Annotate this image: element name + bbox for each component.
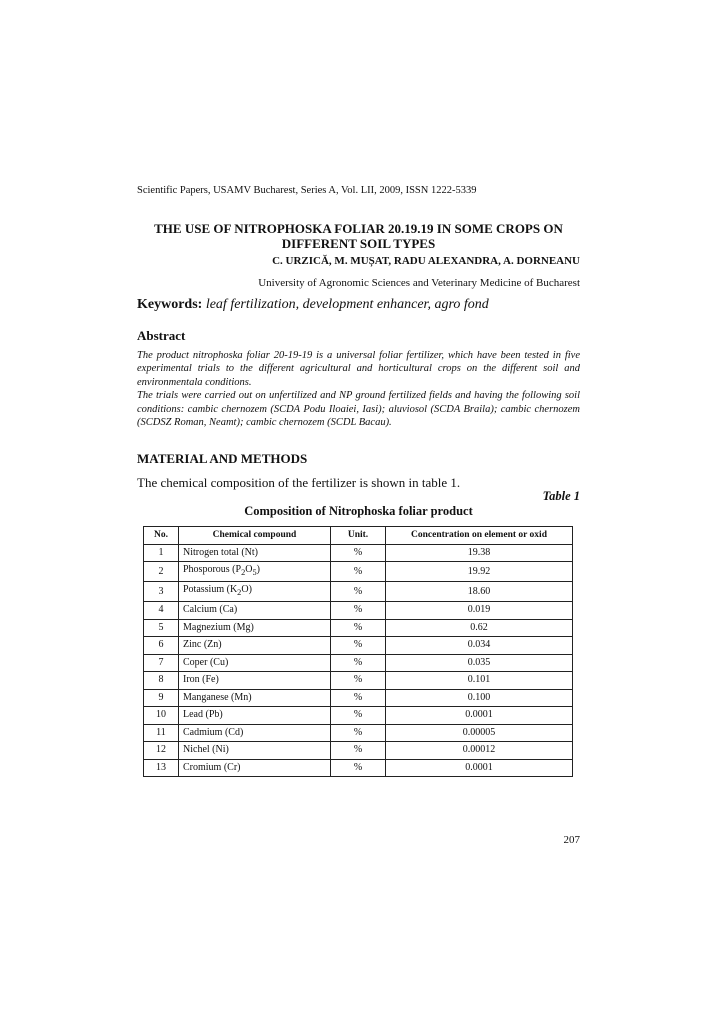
- table-row: [144, 544, 573, 562]
- cell-concentration: 0.034: [386, 637, 573, 655]
- cell-compound: [179, 637, 331, 655]
- cell-concentration: 0.00005: [386, 724, 573, 742]
- cell-unit: %: [331, 707, 386, 725]
- cell-concentration: 0.035: [386, 654, 573, 672]
- cell-unit: %: [331, 637, 386, 655]
- table-caption: Composition of Nitrophoska foliar product: [244, 504, 473, 518]
- cell-concentration: 0.0001: [386, 707, 573, 725]
- cell-compound: [179, 742, 331, 760]
- cell-unit: %: [331, 602, 386, 620]
- header-unit: Unit.: [331, 527, 386, 545]
- compound-text: Nitrogen total (Nt): [183, 546, 258, 558]
- cell-no: 12: [144, 742, 179, 760]
- table-row: [144, 724, 573, 742]
- intro-sentence: The chemical composition of the fertilizer is shown in table 1.: [137, 475, 461, 490]
- cell-concentration: 0.62: [386, 619, 573, 637]
- authors: C. URZICĂ, M. MUȘAT, RADU ALEXANDRA, A. DORNEANU: [272, 255, 580, 267]
- cell-unit: %: [331, 724, 386, 742]
- cell-concentration: 0.00012: [386, 742, 573, 760]
- subscript: 2: [237, 588, 242, 597]
- table-row: [144, 562, 573, 582]
- cell-no: 4: [144, 602, 179, 620]
- cell-concentration: 0.100: [386, 689, 573, 707]
- cell-no: 10: [144, 707, 179, 725]
- table-row: [144, 619, 573, 637]
- compound-text: ): [256, 564, 260, 575]
- cell-compound: [179, 562, 331, 582]
- table-row: [144, 707, 573, 725]
- compound-text: O: [245, 564, 253, 575]
- cell-no: 13: [144, 759, 179, 777]
- cell-unit: %: [331, 654, 386, 672]
- keywords-label: Keywords:: [137, 297, 203, 312]
- compound-text: Cromium (Cr): [183, 761, 241, 773]
- compound-text: Coper (Cu): [183, 656, 229, 668]
- cell-concentration: 0.101: [386, 672, 573, 690]
- cell-compound: [179, 724, 331, 742]
- cell-unit: %: [331, 619, 386, 637]
- table-row: [144, 637, 573, 655]
- cell-compound: [179, 689, 331, 707]
- subscript: 5: [252, 568, 257, 577]
- compound-text: Zinc (Zn): [183, 639, 222, 651]
- cell-compound: [179, 582, 331, 602]
- cell-compound: [179, 619, 331, 637]
- cell-unit: %: [331, 582, 386, 602]
- compound-text: Calcium (Ca): [183, 604, 238, 616]
- compound-text: Magnezium (Mg): [183, 621, 254, 633]
- cell-unit: %: [331, 562, 386, 582]
- header-no: No.: [144, 527, 179, 545]
- cell-concentration: 19.38: [386, 544, 573, 562]
- cell-unit: %: [331, 689, 386, 707]
- table-label: Table 1: [542, 489, 580, 503]
- table-row: [144, 672, 573, 690]
- table-header-row: [144, 527, 573, 545]
- header-concentration: Concentration on element or oxid: [386, 527, 573, 545]
- cell-unit: %: [331, 672, 386, 690]
- journal-header: Scientific Papers, USAMV Bucharest, Series A, Vol. LII, 2009, ISSN 1222-5339: [137, 185, 477, 196]
- cell-no: 6: [144, 637, 179, 655]
- cell-compound: [179, 672, 331, 690]
- cell-compound: [179, 654, 331, 672]
- abstract-paragraph-1: The product nitrophoska foliar 20-19-19 is a universal foliar fertilizer, which have been tested in five experimental trials to the different agricultural and horticultural crops on the different soil and environmentala conditions.: [137, 350, 580, 388]
- cell-no: 9: [144, 689, 179, 707]
- compound-text: Nichel (Ni): [183, 744, 229, 756]
- cell-no: 3: [144, 582, 179, 602]
- table-row: [144, 742, 573, 760]
- cell-concentration: 0.0001: [386, 759, 573, 777]
- cell-no: 1: [144, 544, 179, 562]
- table-row: [144, 689, 573, 707]
- table-row: [144, 759, 573, 777]
- table-row: [144, 602, 573, 620]
- abstract-heading: Abstract: [137, 328, 186, 343]
- compound-text: Cadmium (Cd): [183, 726, 244, 738]
- cell-concentration: 18.60: [386, 582, 573, 602]
- header-compound: Chemical compound: [179, 527, 331, 545]
- cell-unit: %: [331, 759, 386, 777]
- affiliation: University of Agronomic Sciences and Veterinary Medicine of Bucharest: [258, 277, 580, 289]
- compound-text: Manganese (Mn): [183, 691, 252, 703]
- keywords-text: leaf fertilization, development enhancer, agro fond: [205, 297, 489, 312]
- cell-compound: [179, 759, 331, 777]
- paper-title: [137, 221, 580, 251]
- cell-no: 5: [144, 619, 179, 637]
- compound-text: Phosporous (P: [183, 564, 242, 575]
- section-heading: MATERIAL AND METHODS: [137, 451, 308, 466]
- keywords: [137, 297, 489, 313]
- table-row: [144, 582, 573, 602]
- cell-compound: [179, 707, 331, 725]
- abstract-body: [137, 349, 580, 429]
- table-row: [144, 654, 573, 672]
- cell-concentration: 19.92: [386, 562, 573, 582]
- page-number: 207: [563, 834, 580, 846]
- abstract-paragraph-2: The trials were carried out on unfertilized and NP ground fertilized fields and having the following soil conditions: cambic chernozem (SCDA Podu Iloaiei, Iasi); aluviosol (SCDA Braila); cambic chernozem (SCDSZ Roman, Neamt); cambic chernozem (SCDL Bacau).: [137, 390, 580, 429]
- compound-text: Potassium (K: [183, 584, 238, 595]
- composition-table: [143, 526, 573, 777]
- cell-unit: %: [331, 544, 386, 562]
- cell-no: 7: [144, 654, 179, 672]
- cell-no: 2: [144, 562, 179, 582]
- cell-no: 8: [144, 672, 179, 690]
- compound-text: Iron (Fe): [183, 674, 219, 686]
- cell-concentration: 0.019: [386, 602, 573, 620]
- title-line-2: DIFFERENT SOIL TYPES: [281, 236, 436, 251]
- cell-no: 11: [144, 724, 179, 742]
- cell-unit: %: [331, 742, 386, 760]
- subscript: 2: [241, 568, 246, 577]
- title-line-1: THE USE OF NITROPHOSKA FOLIAR 20.19.19 IN SOME CROPS ON: [154, 221, 563, 236]
- compound-text: Lead (Pb): [183, 709, 223, 721]
- cell-compound: [179, 544, 331, 562]
- cell-compound: [179, 602, 331, 620]
- compound-text: O): [241, 584, 252, 595]
